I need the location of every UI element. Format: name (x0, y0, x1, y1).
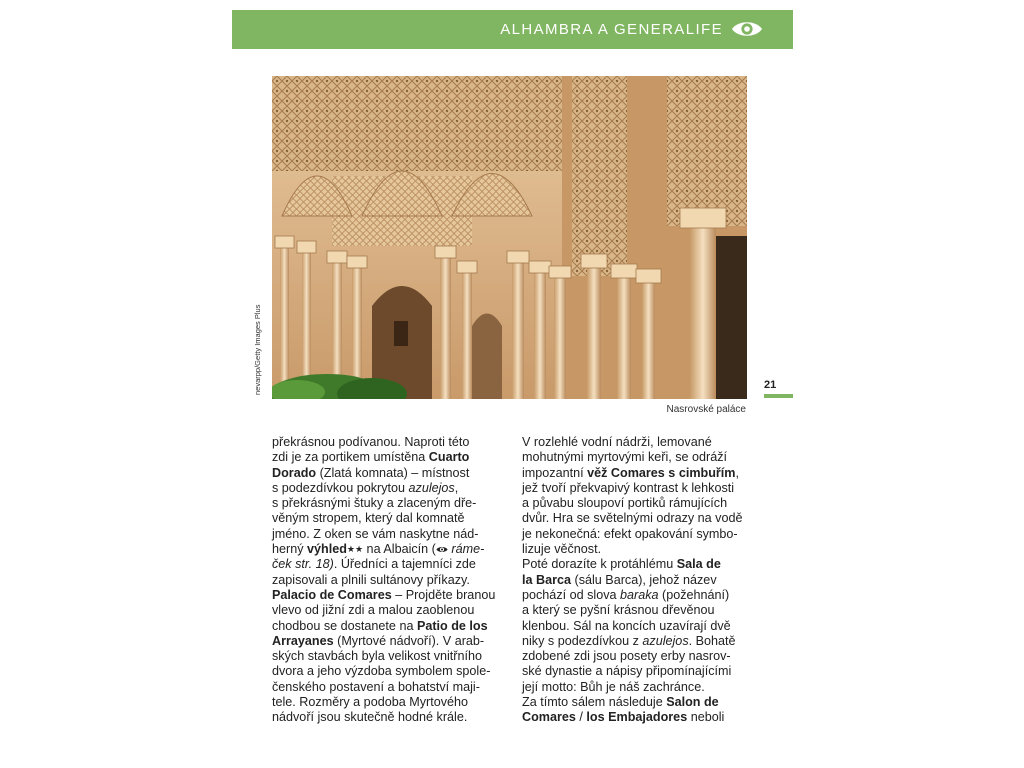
photo-caption: Nasrovské paláce (666, 404, 746, 415)
poi-name: Salon de (666, 695, 719, 710)
paragraph: překrásnou podívanou. Naproti této zdi je za portikem umístěna Cuarto Dorado (Zlatá komnata) – místnost s podezdívkou pokrytou azulejos, s překrásnými štuky a zlaceným dře- věným stropem, který dal komnatě jméno. Z oken se vám naskytne nád- herný výhled★★ na Albaicín ( ráme- ček str. 18). Úředníci a tajemníci zde zapisovali a plnili sultánovy příkazy. Palacio de Comares – Projděte branou vlevo od jižní zdi a malou zaoblenou chodbou se dostanete na Patio de los Arrayanes (Myrtové nádvoří). V arab- ských stavbách byla velikost vnitřního dvora a jeho výzdoba symbolem spole- čenského postavení a bohatství maji- tele. Rozměry a podoba Myrtového nádvoří jsou skutečně hodné krále. (272, 435, 496, 725)
poi-name: los Embajadores (586, 710, 688, 725)
chapter-header-bar (232, 10, 793, 49)
poi-name: la Barca (522, 572, 572, 587)
photo-credit: nevarpp/Getty Images Plus (253, 304, 262, 395)
text-column-left (272, 435, 500, 726)
poi-name: věž Comares s cimbuřím (587, 465, 736, 480)
rating-stars: ★★ (346, 544, 364, 555)
page-number-underline (764, 394, 793, 398)
alhambra-photo (272, 76, 747, 399)
paragraph: Poté dorazíte k protáhlému Sala de la Barca (sálu Barca), jehož název pochází od slova baraka (požehnání) a který se pyšní krásnou dřevěnou klenbou. Sál na koncích uzavírají dvě niky s podezdívkou z azulejos. Bohatě zdobené zdi jsou posety erby nasrov- ské dynastie a nápisy připomínajícími její motto: Bůh je náš zachránce. (522, 557, 736, 694)
poi-name: Cuarto (428, 450, 470, 465)
poi-name: Sala de (676, 557, 721, 572)
eye-icon (436, 545, 448, 554)
chapter-title: ALHAMBRA A GENERALIFE (500, 21, 723, 38)
poi-name: Arrayanes (272, 633, 334, 648)
cross-reference[interactable]: ček str. 18) (272, 557, 334, 572)
paragraph: Za tímto sálem následuje Salon de Comares / los Embajadores neboli (522, 695, 725, 725)
poi-name: Dorado (272, 465, 317, 480)
page-number: 21 (764, 379, 777, 391)
text-column-right (522, 435, 752, 726)
poi-name: Palacio de Comares (272, 587, 392, 602)
paragraph: V rozlehlé vodní nádrži, lemované mohutnými myrtovými keři, se odráží impozantní věž Comares s cimbuřím, jež tvoří překvapivý kontrast k lehkosti a půvabu sloupoví portiků rámujících dvůr. Hra se světelnými odrazy na vodě je nekonečná: efekt opakování symbo- lizuje věčnost. (522, 435, 743, 557)
cross-reference[interactable]: ráme- (451, 542, 485, 557)
eye-icon (731, 19, 763, 39)
poi-name: výhled (307, 542, 347, 557)
poi-name: Comares (522, 710, 576, 725)
poi-name: Patio de los (416, 618, 488, 633)
